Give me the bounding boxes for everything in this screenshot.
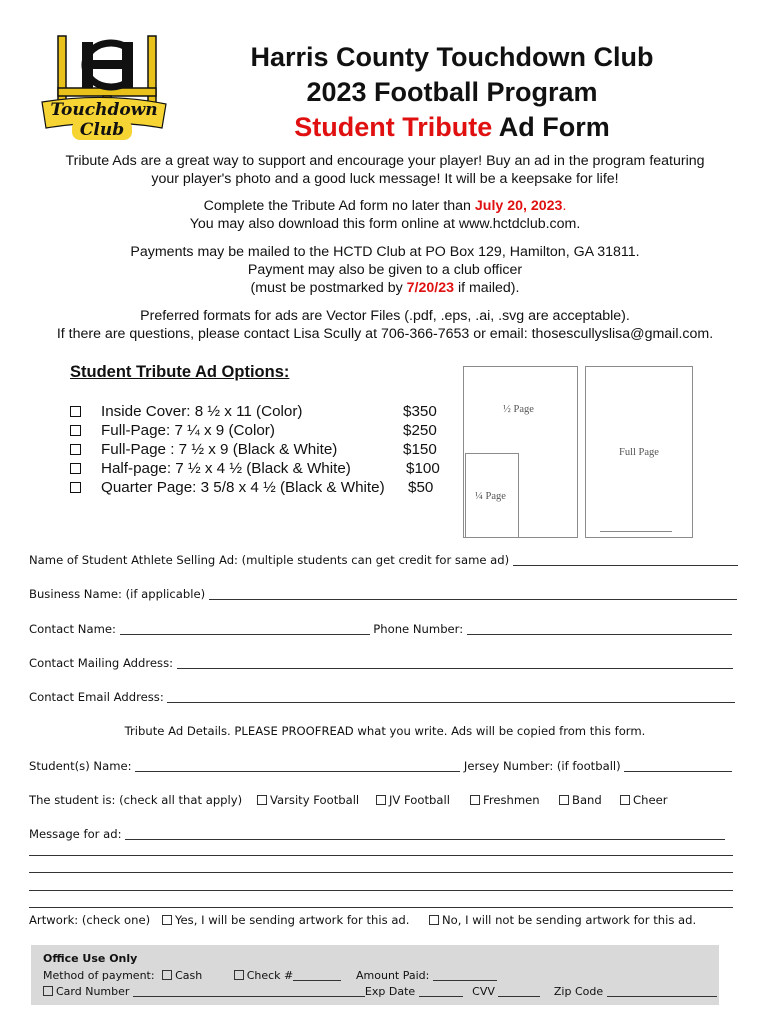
checkbox-icon[interactable] xyxy=(70,444,81,455)
card-number-label: Card Number xyxy=(56,985,130,998)
check-varsity[interactable] xyxy=(257,793,359,807)
intro-p4a: Preferred formats for ads are Vector Files (.pdf, .eps, .ai, .svg are acceptable). xyxy=(140,308,630,324)
header-red-text: Student Tribute xyxy=(294,112,493,142)
intro-p3c-post: if mailed). xyxy=(454,280,520,296)
header-line-2: 2023 Football Program xyxy=(306,77,598,107)
ad-option-row[interactable] xyxy=(70,478,450,497)
ad-option-label: Half-page: 7 ½ x 4 ½ (Black & White) xyxy=(101,460,351,477)
half-page-label: ½ Page xyxy=(503,404,534,415)
phone-number-label: Phone Number: xyxy=(373,622,464,636)
check-number-label: Check # xyxy=(246,969,294,982)
business-name-field[interactable] xyxy=(209,588,737,600)
students-name-field[interactable] xyxy=(135,760,460,772)
artwork-no-option[interactable] xyxy=(429,913,696,927)
payment-method-label: Method of payment: xyxy=(43,969,155,982)
card-number-field[interactable] xyxy=(133,985,365,997)
message-field-line-2[interactable] xyxy=(29,855,733,856)
ad-option-price: $350 xyxy=(403,403,437,420)
deadline-date: July 20, 2023 xyxy=(474,198,563,214)
athlete-name-row xyxy=(29,553,738,567)
club-logo xyxy=(36,32,168,150)
checkbox-icon[interactable] xyxy=(257,795,267,805)
intro-p2a xyxy=(0,197,770,215)
zip-code-field[interactable] xyxy=(607,985,717,997)
contact-row xyxy=(29,622,732,636)
ad-option-price: $250 xyxy=(403,422,437,439)
mailing-address-field[interactable] xyxy=(177,657,733,669)
options-list xyxy=(70,402,450,497)
intro-p1b: your player's photo and a good luck message! It will be a keepsake for life! xyxy=(151,171,619,187)
ad-option-price: $50 xyxy=(408,479,434,496)
full-page-label: Full Page xyxy=(619,447,659,458)
check-freshmen-label: Freshmen xyxy=(483,793,540,807)
intro-p4b: If there are questions, please contact Lisa Scully at 706-366-7653 or email: thosescullyslisa@gmail.com. xyxy=(56,326,714,342)
postmark-date: 7/20/23 xyxy=(406,280,455,296)
message-field-line-4[interactable] xyxy=(29,890,733,891)
cvv-field[interactable] xyxy=(498,985,540,997)
checkbox-icon[interactable] xyxy=(376,795,386,805)
check-number-field[interactable] xyxy=(293,969,341,981)
zip-code-label: Zip Code xyxy=(553,985,604,998)
amount-paid-label: Amount Paid: xyxy=(356,969,430,982)
checkbox-icon[interactable] xyxy=(559,795,569,805)
ad-option-label: Inside Cover: 8 ½ x 11 (Color) xyxy=(101,403,303,420)
business-row xyxy=(29,587,737,601)
intro-p2a-pre: Complete the Tribute Ad form no later than xyxy=(203,198,475,214)
message-field-line-3[interactable] xyxy=(29,872,733,873)
athlete-name-label: Name of Student Athlete Selling Ad: (multiple students can get credit for same ad) xyxy=(29,553,510,567)
check-freshmen[interactable] xyxy=(470,793,540,807)
full-page-baseline xyxy=(600,531,672,532)
header-line-1: Harris County Touchdown Club xyxy=(250,42,654,72)
artwork-no-label: No, I will not be sending artwork for this ad. xyxy=(442,913,697,927)
checkbox-icon[interactable] xyxy=(70,425,81,436)
header-line-3 xyxy=(172,110,732,145)
message-field-line-1[interactable] xyxy=(125,828,725,840)
exp-date-field[interactable] xyxy=(419,985,463,997)
intro-p2b: You may also download this form online at www.hctdclub.com. xyxy=(189,216,581,232)
artwork-yes-option[interactable] xyxy=(162,913,409,927)
checkbox-icon[interactable] xyxy=(162,970,172,980)
check-jv-label: JV Football xyxy=(389,793,450,807)
payment-method-row xyxy=(43,969,341,982)
cvv-label: CVV xyxy=(472,985,495,998)
email-address-label: Contact Email Address: xyxy=(29,690,164,704)
artwork-yes-label: Yes, I will be sending artwork for this ad. xyxy=(175,913,410,927)
students-name-label: Student(s) Name: xyxy=(29,759,132,773)
checkbox-icon[interactable] xyxy=(162,915,172,925)
intro-p3c xyxy=(0,279,770,297)
athlete-name-field[interactable] xyxy=(513,554,738,566)
mailing-address-label: Contact Mailing Address: xyxy=(29,656,174,670)
email-row xyxy=(29,690,735,704)
jersey-number-field[interactable] xyxy=(624,760,732,772)
details-note: Tribute Ad Details. PLEASE PROOFREAD what you write. Ads will be copied from this form. xyxy=(124,724,646,738)
checkbox-icon[interactable] xyxy=(470,795,480,805)
checkbox-icon[interactable] xyxy=(620,795,630,805)
phone-number-field[interactable] xyxy=(467,623,732,635)
ad-option-row[interactable] xyxy=(70,421,450,440)
intro-p3b: Payment may also be given to a club officer xyxy=(247,262,523,278)
options-title: Student Tribute Ad Options: xyxy=(70,363,290,381)
check-band-label: Band xyxy=(572,793,602,807)
logo-text-club: Club xyxy=(72,120,132,140)
intro-p3a: Payments may be mailed to the HCTD Club at PO Box 129, Hamilton, GA 31811. xyxy=(130,244,640,260)
checkbox-icon[interactable] xyxy=(70,406,81,417)
quarter-page-label: ¼ Page xyxy=(475,491,506,502)
message-field-line-5[interactable] xyxy=(29,907,733,908)
ad-option-label: Full-Page : 7 ½ x 9 (Black & White) xyxy=(101,441,338,458)
checkbox-icon[interactable] xyxy=(70,463,81,474)
artwork-label: Artwork: (check one) xyxy=(29,913,151,927)
check-varsity-label: Varsity Football xyxy=(270,793,360,807)
office-use-title: Office Use Only xyxy=(43,952,138,965)
checkbox-icon[interactable] xyxy=(234,970,244,980)
checkbox-icon[interactable] xyxy=(429,915,439,925)
intro-p3c-pre: (must be postmarked by xyxy=(250,280,407,296)
ad-option-row[interactable] xyxy=(70,459,450,478)
ad-option-price: $150 xyxy=(403,441,437,458)
intro-p2a-post: . xyxy=(562,198,567,214)
card-row xyxy=(43,985,717,998)
message-row xyxy=(29,827,725,841)
amount-paid-field[interactable] xyxy=(433,969,497,981)
logo-text-touchdown: Touchdown xyxy=(50,100,158,120)
jersey-number-label: Jersey Number: (if football) xyxy=(463,759,621,773)
check-band[interactable] xyxy=(559,793,602,807)
checkbox-icon[interactable] xyxy=(70,482,81,493)
ad-option-label: Quarter Page: 3 5/8 x 4 ½ (Black & White) xyxy=(101,479,385,496)
student-is-label: The student is: (check all that apply) xyxy=(29,793,243,807)
message-label: Message for ad: xyxy=(29,827,122,841)
intro-p1a: Tribute Ads are a great way to support and encourage your player! Buy an ad in the program featuring xyxy=(65,153,705,169)
ad-option-price: $100 xyxy=(406,460,440,477)
amount-paid-row xyxy=(356,969,497,982)
ad-option-row[interactable] xyxy=(70,440,450,459)
ad-option-label: Full-Page: 7 ¼ x 9 (Color) xyxy=(101,422,275,439)
contact-name-field[interactable] xyxy=(120,623,370,635)
contact-name-label: Contact Name: xyxy=(29,622,116,636)
business-name-label: Business Name: (if applicable) xyxy=(29,587,206,601)
check-cheer[interactable] xyxy=(620,793,667,807)
check-cheer-label: Cheer xyxy=(633,793,668,807)
header-black-text: Ad Form xyxy=(492,112,610,142)
students-row xyxy=(29,759,732,773)
ad-option-row[interactable] xyxy=(70,402,450,421)
cash-label: Cash xyxy=(175,969,203,982)
mailing-row xyxy=(29,656,733,670)
exp-date-label: Exp Date xyxy=(364,985,416,998)
email-address-field[interactable] xyxy=(167,691,735,703)
checkbox-icon[interactable] xyxy=(43,986,53,996)
check-jv[interactable] xyxy=(376,793,450,807)
